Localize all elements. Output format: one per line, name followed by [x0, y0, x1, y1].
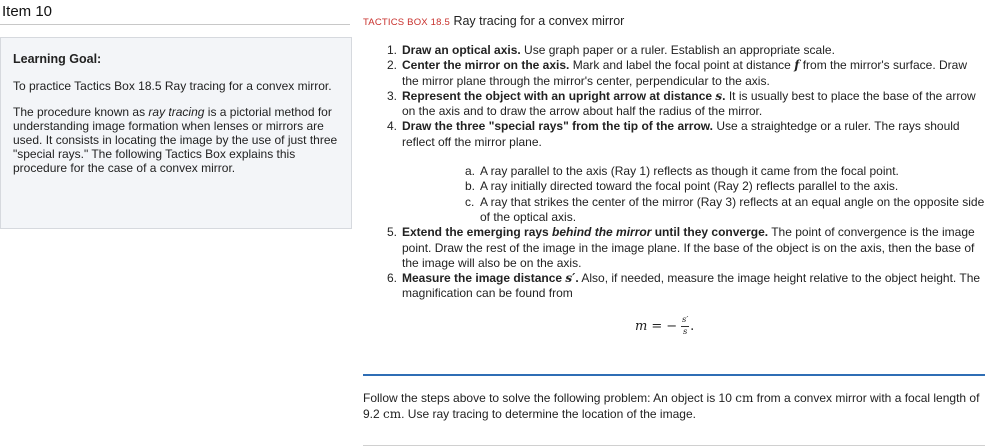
step-4 — [363, 119, 985, 225]
step-heading: Measure the image distance — [402, 271, 563, 286]
learning-goal-heading: Learning Goal: — [13, 52, 102, 66]
unit-cm: cm — [383, 406, 402, 421]
bottom-divider — [363, 445, 985, 446]
formula-m: m — [635, 318, 648, 334]
behind-mirror-emphasis: behind the mirror — [552, 225, 652, 240]
step-text: Use a straightedge or a ruler. The rays should reflect off the mirror plane. — [402, 119, 960, 149]
learning-goal-box — [0, 37, 352, 229]
step-heading-end: . — [575, 271, 579, 286]
substep-text: A ray initially directed toward the focal point (Ray 2) reflects parallel to the axis. — [480, 179, 899, 194]
step-1 — [363, 43, 985, 58]
magnification-formula — [635, 316, 985, 337]
section-divider — [363, 374, 985, 376]
ray-tracing-description — [13, 105, 339, 175]
description-text: The procedure known as — [13, 105, 149, 119]
unit-cm: cm — [735, 391, 754, 405]
substep-text: A ray that strikes the center of the mirror (Ray 3) reflects at an equal angle on the opposite side of the optical axis. — [480, 194, 985, 224]
step-2 — [363, 58, 985, 89]
description-text-cont: is a pictorial method for understanding image formation when lenses or mirrors are used. It consists in locating the image by the use of just three "special rays." The following Tactics Box explains this procedure for the case of a convex mirror. — [13, 105, 338, 175]
step-text: It is usually best to place the base of the arrow on the axis and to draw the arrow about half the radius of the mirror. — [402, 88, 976, 119]
formula-numerator: s′ — [681, 314, 689, 325]
learning-goal-text: To practice Tactics Box 18.5 Ray tracing for a convex mirror. — [13, 79, 332, 93]
step-text: The point of convergence is the image point. Draw the rest of the image in the image plane. If the base of the object is on the axis, then the base of the image will also be on the axis. — [402, 225, 975, 270]
step-number: 6. — [387, 271, 398, 286]
substep-letter: c. — [465, 194, 475, 209]
ray-2-item — [402, 179, 985, 194]
step-heading: Extend the emerging rays — [402, 225, 553, 240]
step-heading: Represent the object with an upright arrow at distance — [402, 88, 713, 103]
step-heading: Draw the three "special rays" from the tip of the arrow. — [402, 119, 714, 134]
step-6 — [363, 271, 985, 302]
step-text: Also, if needed, measure the image height relative to the object height. The magnification can be found from — [402, 271, 981, 301]
object-distance-var: s — [715, 88, 723, 103]
substep-letter: a. — [465, 164, 476, 179]
step-5 — [363, 225, 985, 271]
ray-1-item — [402, 164, 985, 179]
problem-text-cont: from a convex mirror with a focal length of 9.2 — [363, 391, 980, 421]
focal-length-var: f — [794, 58, 800, 73]
item-title: Item 10 — [2, 3, 53, 20]
tactics-box-title: Ray tracing for a convex mirror — [453, 14, 625, 28]
tactics-box-header — [363, 14, 985, 28]
step-text: Mark and label the focal point at distance — [569, 58, 795, 73]
formula-period: . — [690, 318, 695, 334]
ray-3-item — [402, 195, 985, 226]
problem-text: Follow the steps above to solve the following problem: An object is 10 — [363, 391, 736, 405]
title-divider — [0, 24, 350, 25]
formula-fraction — [681, 316, 689, 337]
ray-tracing-term: ray tracing — [148, 105, 205, 119]
step-number: 3. — [387, 88, 398, 103]
substep-letter: b. — [465, 179, 476, 194]
formula-equals: = — [651, 318, 663, 334]
step-text: Use graph paper or a ruler. Establish an appropriate scale. — [520, 43, 835, 57]
step-heading-end: . — [722, 88, 726, 103]
steps-list — [363, 43, 985, 302]
step-number: 1. — [387, 43, 398, 57]
step-number: 2. — [387, 58, 398, 73]
special-rays-list — [402, 164, 985, 225]
image-distance-var: s′ — [565, 271, 576, 286]
step-heading-cont: until they converge. — [651, 225, 769, 240]
step-3 — [363, 89, 985, 120]
tactics-box-label: TACTICS BOX 18.5 — [363, 17, 450, 28]
step-number: 4. — [387, 119, 398, 134]
step-heading: Draw an optical axis. — [402, 43, 521, 57]
formula-denominator: s — [682, 326, 688, 337]
step-heading: Center the mirror on the axis. — [402, 58, 570, 73]
formula-minus: − — [666, 318, 678, 334]
problem-text-end: . Use ray tracing to determine the location of the image. — [401, 406, 696, 421]
problem-statement — [363, 391, 985, 422]
step-text-cont: from the mirror's surface. Draw the mirror plane through the mirror's center, perpendicular to the axis. — [402, 58, 968, 88]
tactics-box — [363, 14, 985, 337]
substep-text: A ray parallel to the axis (Ray 1) reflects as though it came from the focal point. — [480, 164, 899, 179]
step-number: 5. — [387, 225, 398, 240]
